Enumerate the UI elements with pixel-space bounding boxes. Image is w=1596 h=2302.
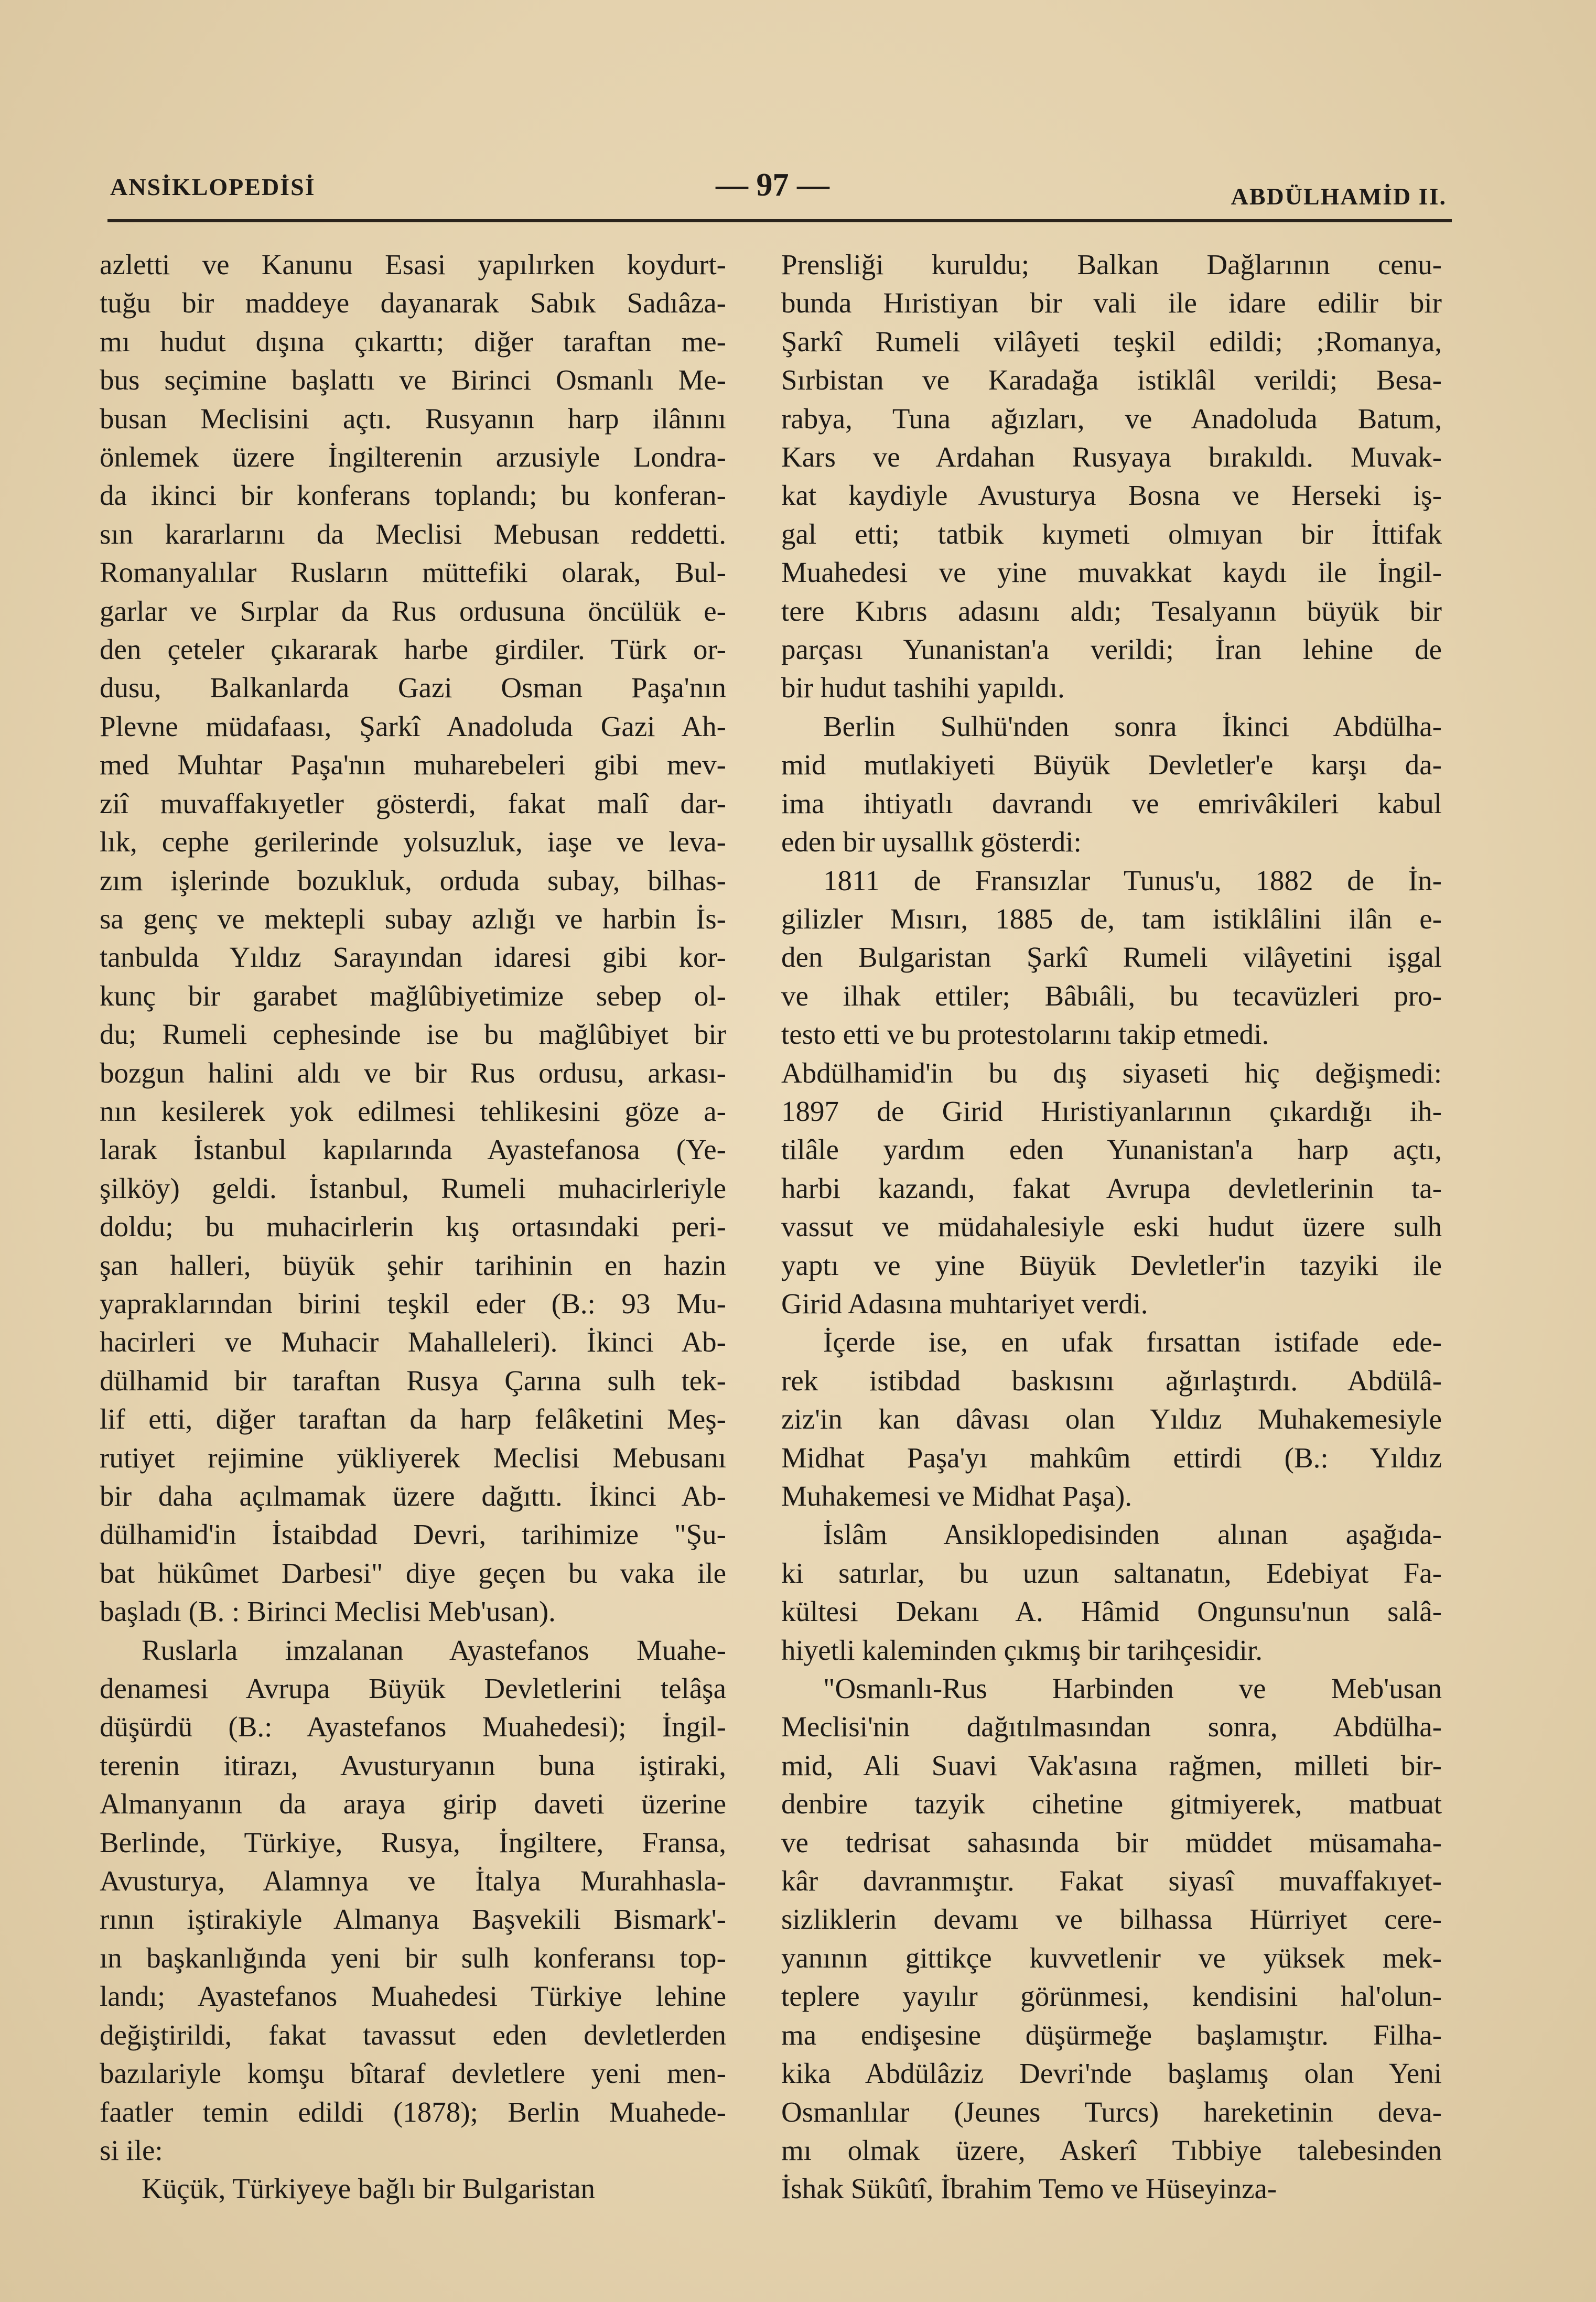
text-line: mid, Ali Suavi Vak'asına rağmen, milleti bir- bbox=[781, 1749, 1442, 1781]
text-line: sın kararlarını da Meclisi Mebusan reddetti. bbox=[100, 517, 726, 550]
text-line: bunda Hıristiyan bir vali ile idare edilir bir bbox=[781, 287, 1442, 319]
text-line: tere Kıbrıs adasını aldı; Tesalyanın büyük bir bbox=[781, 595, 1442, 627]
text-line: ziz'in kan dâvası olan Yıldız Muhakemesiyle bbox=[781, 1403, 1442, 1435]
text-line: başladı (B. : Birinci Meclisi Meb'usan). bbox=[100, 1595, 556, 1628]
text-line: rutiyet rejimine yükliyerek Meclisi Mebusanı bbox=[100, 1441, 726, 1474]
text-line: önlemek üzere İngilterenin arzusiyle Londra- bbox=[100, 441, 726, 473]
text-line: Romanyalılar Rusların müttefiki olarak, Bul- bbox=[100, 556, 726, 589]
text-line: tuğu bir maddeye dayanarak Sabık Sadıâza- bbox=[100, 287, 726, 319]
text-line: lif etti, diğer taraftan da harp felâketini Meş- bbox=[100, 1403, 726, 1435]
text-line: faatler temin edildi (1878); Berlin Muahede- bbox=[100, 2095, 726, 2128]
text-line: ve ilhak ettiler; Bâbıâli, bu tecavüzleri pro- bbox=[781, 979, 1442, 1012]
text-line: 1811 de Fransızlar Tunus'u, 1882 de İn- bbox=[823, 864, 1442, 896]
text-line: İçerde ise, en ufak fırsattan istifade ede- bbox=[823, 1326, 1442, 1358]
text-line: lık, cephe gerilerinde yolsuzluk, iaşe ve leva- bbox=[100, 826, 726, 858]
text-line: "Osmanlı-Rus Harbinden ve Meb'usan bbox=[823, 1672, 1442, 1705]
text-line: teplere yayılır görünmesi, kendisini hal'olun- bbox=[781, 1980, 1442, 2013]
text-line: parçası Yunanistan'a verildi; İran lehine de bbox=[781, 633, 1442, 666]
text-line: vassut ve müdahalesiyle eski hudut üzere sulh bbox=[781, 1211, 1442, 1243]
text-line: dülhamid'in İstaibdad Devri, tarihimize "Şu- bbox=[100, 1518, 726, 1551]
text-line: Abdülhamid'in bu dış siyaseti hiç değişmedi: bbox=[781, 1056, 1442, 1089]
text-line: med Muhtar Paşa'nın muharebeleri gibi mev- bbox=[100, 749, 726, 781]
text-line: harbi kazandı, fakat Avrupa devletlerinin ta- bbox=[781, 1172, 1442, 1204]
text-line: terenin itirazı, Avusturyanın buna iştiraki, bbox=[100, 1749, 726, 1781]
text-line: Meclisi'nin dağıtılmasından sonra, Abdülha- bbox=[781, 1711, 1442, 1743]
text-line: ziî muvaffakıyetler gösterdi, fakat malî dar- bbox=[100, 787, 726, 819]
text-line: şan halleri, büyük şehir tarihinin en hazin bbox=[100, 1249, 726, 1281]
text-line: hiyetli kaleminden çıkmış bir tarihçesidir. bbox=[781, 1634, 1263, 1666]
text-line: kat kaydiyle Avusturya Bosna ve Herseki iş- bbox=[781, 479, 1442, 512]
header-rule bbox=[107, 219, 1452, 222]
text-line: rek istibdad baskısını ağırlaştırdı. Abdülâ- bbox=[781, 1364, 1442, 1397]
text-line: Berlin Sulhü'nden sonra İkinci Abdülha- bbox=[823, 710, 1442, 742]
text-line: kâr davranmıştır. Fakat siyasî muvaffakıyet- bbox=[781, 1865, 1442, 1897]
text-line: hacirleri ve Muhacir Mahalleleri). İkinci Ab- bbox=[100, 1326, 726, 1358]
text-line: şilköy) geldi. İstanbul, Rumeli muhacirleriyle bbox=[100, 1172, 726, 1204]
text-line: gal etti; tatbik kıymeti olmıyan bir İttifak bbox=[781, 517, 1442, 550]
text-line: garlar ve Sırplar da Rus ordusuna öncülük e- bbox=[100, 595, 726, 627]
text-line: İshak Sükûtî, İbrahim Temo ve Hüseyinza- bbox=[781, 2173, 1277, 2205]
text-line: den çeteler çıkararak harbe girdiler. Türk or- bbox=[100, 633, 726, 666]
page-header bbox=[110, 167, 1447, 224]
text-line: yapraklarından birini teşkil eder (B.: 93 Mu- bbox=[100, 1287, 726, 1320]
text-line: kunç bir garabet mağlûbiyetimize sebep ol- bbox=[100, 979, 726, 1012]
text-line: dülhamid bir taraftan Rusya Çarına sulh tek- bbox=[100, 1364, 726, 1397]
text-line: Sırbistan ve Karadağa istiklâl verildi; Besa- bbox=[781, 364, 1442, 396]
text-line: rının iştirakiyle Almanya Başvekili Bismark'- bbox=[100, 1903, 726, 1936]
text-line: azletti ve Kanunu Esasi yapılırken koydurt- bbox=[100, 248, 726, 280]
page-number: — 97 — bbox=[716, 167, 829, 203]
text-line: mid mutlakiyeti Büyük Devletler'e karşı da- bbox=[781, 749, 1442, 781]
right-column bbox=[781, 245, 1442, 2208]
text-line: değiştirildi, fakat tavassut eden devletlerden bbox=[100, 2018, 726, 2051]
header-right-title: ABDÜLHAMİD II. bbox=[1231, 183, 1447, 210]
text-line: gilizler Mısırı, 1885 de, tam istiklâlini ilân e- bbox=[781, 902, 1442, 935]
text-line: Kars ve Ardahan Rusyaya bırakıldı. Muvak- bbox=[781, 441, 1442, 473]
left-column bbox=[100, 245, 726, 2208]
text-line: bir daha açılmamak üzere dağıttı. İkinci Ab- bbox=[100, 1480, 726, 1512]
text-line: ın başkanlığında yeni bir sulh konferansı top- bbox=[100, 1941, 726, 1974]
text-line: busan Meclisini açtı. Rusyanın harp ilânını bbox=[100, 402, 726, 435]
text-line: testo etti ve bu protestolarını takip etmedi. bbox=[781, 1018, 1269, 1051]
text-line: bir hudut tashihi yapıldı. bbox=[781, 672, 1065, 704]
text-line: yaptı ve yine Büyük Devletler'in tazyiki ile bbox=[781, 1249, 1442, 1281]
text-line: bat hükûmet Darbesi" diye geçen bu vaka ile bbox=[100, 1557, 726, 1589]
text-line: landı; Ayastefanos Muahedesi Türkiye lehine bbox=[100, 1980, 726, 2013]
text-line: zım işlerinde bozukluk, orduda subay, bilhas- bbox=[100, 864, 726, 896]
text-line: Ruslarla imzalanan Ayastefanos Muahe- bbox=[142, 1634, 726, 1666]
text-line: bozgun halini aldı ve bir Rus ordusu, arkası- bbox=[100, 1056, 726, 1089]
text-line: denbire tazyik cihetine gitmiyerek, matbuat bbox=[781, 1788, 1442, 1820]
text-line: dusu, Balkanlarda Gazi Osman Paşa'nın bbox=[100, 672, 726, 704]
text-line: den Bulgaristan Şarkî Rumeli vilâyetini işgal bbox=[781, 941, 1442, 974]
text-line: Muhakemesi ve Midhat Paşa). bbox=[781, 1480, 1133, 1512]
text-line: da ikinci bir konferans toplandı; bu konferan- bbox=[100, 479, 726, 512]
text-line: kika Abdülâziz Devri'nde başlamış olan Yeni bbox=[781, 2057, 1442, 2090]
text-line: Muahedesi ve yine muvakkat kaydı ile İngil- bbox=[781, 556, 1442, 589]
text-line: ve tedrisat sahasında bir müddet müsamaha- bbox=[781, 1826, 1442, 1858]
text-line: si ile: bbox=[100, 2134, 163, 2166]
text-line: düşürdü (B.: Ayastefanos Muahedesi); İngil- bbox=[100, 1711, 726, 1743]
text-line: doldu; bu muhacirlerin kış ortasındaki peri- bbox=[100, 1211, 726, 1243]
text-line: tilâle yardım eden Yunanistan'a harp açtı, bbox=[781, 1133, 1442, 1166]
text-line: İslâm Ansiklopedisinden alınan aşağıda- bbox=[823, 1518, 1442, 1551]
text-line: nın kesilerek yok edilmesi tehlikesini göze a- bbox=[100, 1095, 726, 1127]
text-line: kültesi Dekanı A. Hâmid Ongunsu'nun salâ- bbox=[781, 1595, 1442, 1628]
text-line: Midhat Paşa'yı mahkûm ettirdi (B.: Yıldız bbox=[781, 1441, 1442, 1474]
text-line: sa genç ve mektepli subay azlığı ve harbin İs- bbox=[100, 902, 726, 935]
text-line: Avusturya, Alamnya ve İtalya Murahhasla- bbox=[100, 1865, 726, 1897]
text-line: 1897 de Girid Hıristiyanlarının çıkardığı ih- bbox=[781, 1095, 1442, 1127]
text-line: tanbulda Yıldız Sarayından idaresi gibi kor- bbox=[100, 941, 726, 974]
text-line: Girid Adasına muhtariyet verdi. bbox=[781, 1287, 1148, 1320]
text-line: ma endişesine düşürmeğe başlamıştır. Filha- bbox=[781, 2018, 1442, 2051]
text-line: mı olmak üzere, Askerî Tıbbiye talebesinden bbox=[781, 2134, 1442, 2166]
text-line: Şarkî Rumeli vilâyeti teşkil edildi; ;Romanya, bbox=[781, 325, 1442, 358]
text-line: Plevne müdafaası, Şarkî Anadoluda Gazi Ah- bbox=[100, 710, 726, 742]
text-line: larak İstanbul kapılarında Ayastefanosa (Ye- bbox=[100, 1133, 726, 1166]
text-line: du; Rumeli cephesinde ise bu mağlûbiyet bir bbox=[100, 1018, 726, 1051]
text-line: bazılariyle komşu bîtaraf devletlere yeni men- bbox=[100, 2057, 726, 2090]
text-line: ki satırlar, bu uzun saltanatın, Edebiyat Fa- bbox=[781, 1557, 1442, 1589]
text-line: eden bir uysallık gösterdi: bbox=[781, 826, 1082, 858]
text-line: Prensliği kuruldu; Balkan Dağlarının cenu- bbox=[781, 248, 1442, 280]
text-line: Osmanlılar (Jeunes Turcs) hareketinin deva- bbox=[781, 2095, 1442, 2128]
text-line: ima ihtiyatlı davrandı ve emrivâkileri kabul bbox=[781, 787, 1442, 819]
text-line: denamesi Avrupa Büyük Devletlerini telâşa bbox=[100, 1672, 726, 1705]
text-line: yanının gittikçe kuvvetlenir ve yüksek mek- bbox=[781, 1941, 1442, 1974]
text-line: sizliklerin devamı ve bilhassa Hürriyet cere- bbox=[781, 1903, 1442, 1936]
text-line: bus seçimine başlattı ve Birinci Osmanlı Me- bbox=[100, 364, 726, 396]
text-line: Küçük, Türkiyeye bağlı bir Bulgaristan bbox=[142, 2173, 596, 2205]
header-left-title: ANSİKLOPEDİSİ bbox=[110, 174, 316, 200]
text-line: Berlinde, Türkiye, Rusya, İngiltere, Fransa, bbox=[100, 1826, 726, 1858]
text-line: Almanyanın da araya girip daveti üzerine bbox=[100, 1788, 726, 1820]
text-line: mı hudut dışına çıkarttı; diğer taraftan me- bbox=[100, 325, 726, 358]
text-line: rabya, Tuna ağızları, ve Anadoluda Batum, bbox=[781, 402, 1442, 435]
